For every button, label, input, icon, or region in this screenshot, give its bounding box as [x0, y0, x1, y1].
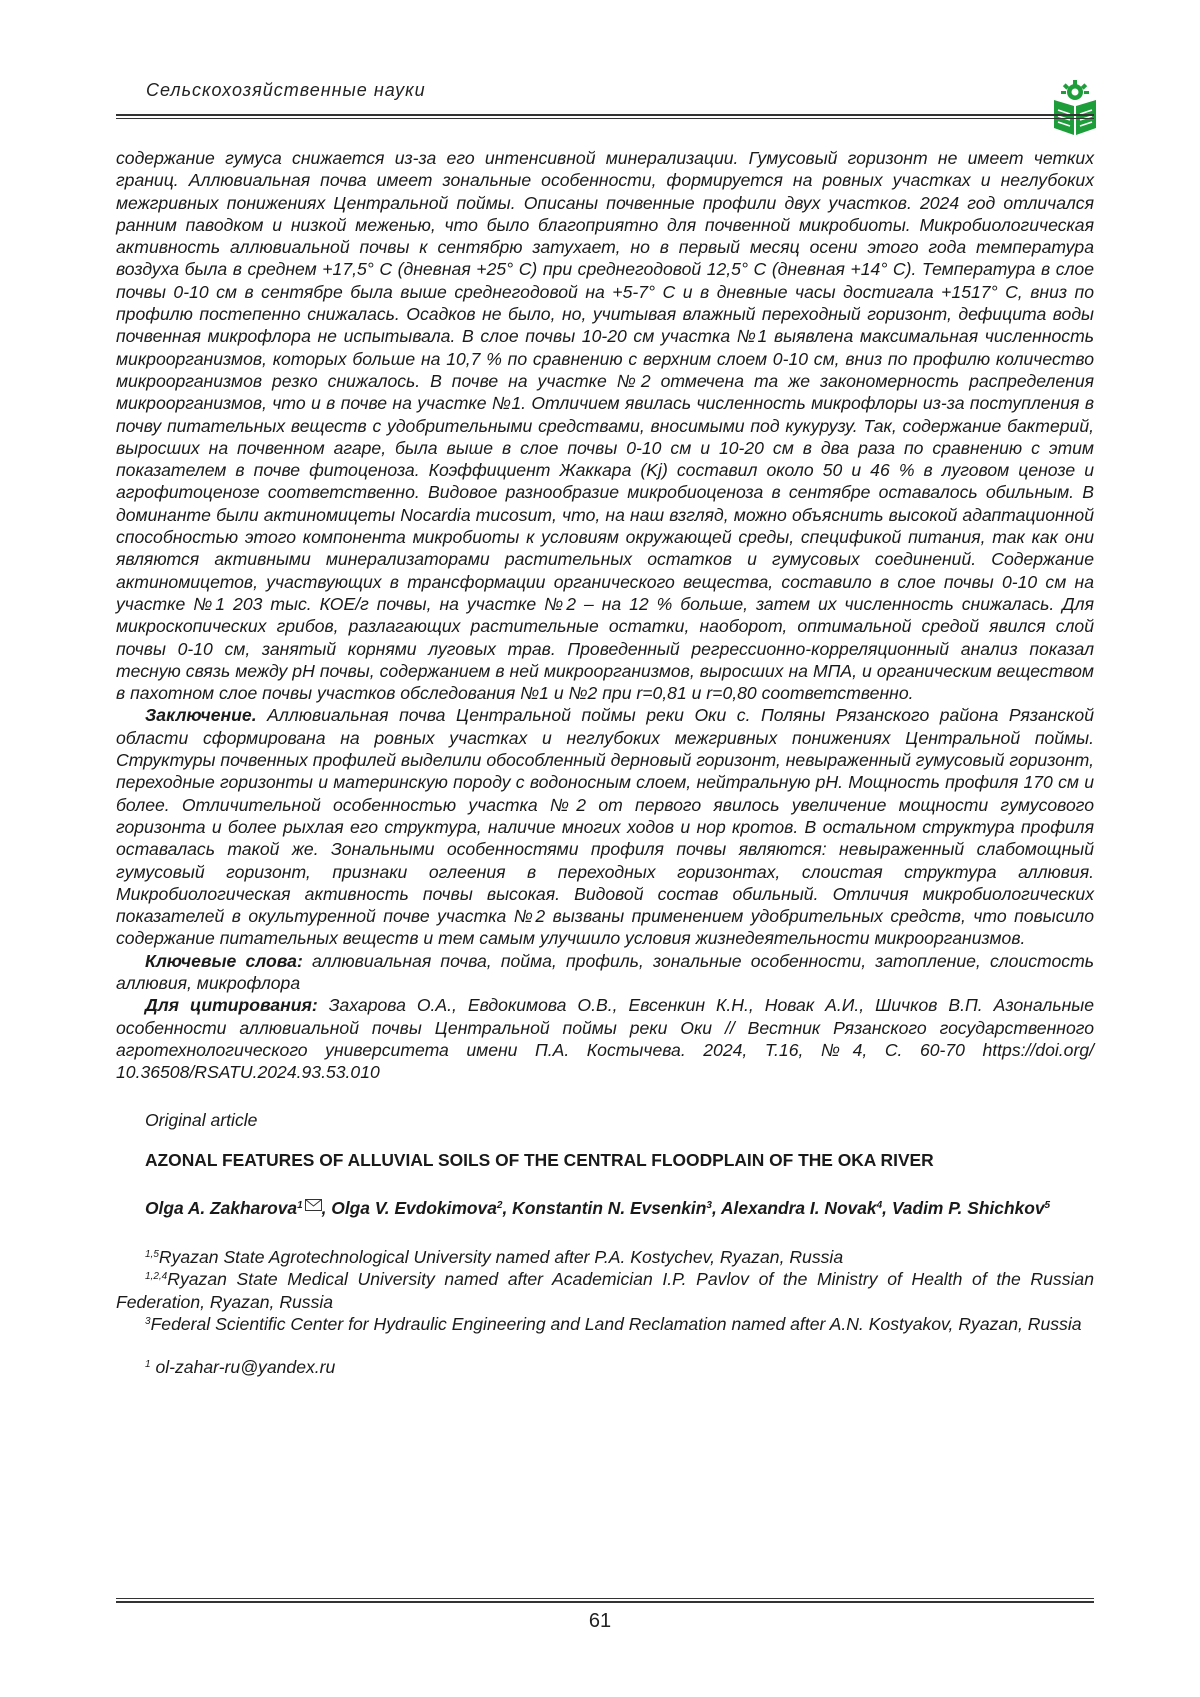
email-sup: 1 [145, 1359, 151, 1371]
affiliation-sup: 3 [145, 1315, 151, 1327]
author-sup: 1 [297, 1200, 303, 1212]
affiliation-text: Federal Scientific Center for Hydraulic Engineering and Land Reclamation named after A.N. Kostyakov, Ryazan, Russia [150, 1313, 1082, 1334]
journal-logo-book-gear-icon [1052, 80, 1098, 136]
mail-icon[interactable] [305, 1199, 322, 1211]
author-list: Olga A. Zakharova$^1$ , Olga V. Evdokimova$^2$, Konstantin N. Evsenkin$^3$, Alexandra I. Novak$^4$, Vadim P. Shichkov$^5$ [145, 1198, 1051, 1219]
affiliation-sup: 1,5 [145, 1248, 159, 1260]
conclusion-paragraph [116, 704, 1094, 949]
affiliation-item [116, 1313, 1094, 1335]
author-name: Vadim P. Shichkov [891, 1198, 1045, 1219]
author-sup: 3 [706, 1200, 712, 1212]
page-number: 61 [588, 1610, 612, 1632]
affiliation-sup: 1,2,4 [145, 1271, 168, 1283]
journal-section-title: Сельскохозяйственные науки [146, 80, 426, 100]
affiliation-list [116, 1246, 1094, 1335]
citation-paragraph [116, 994, 1094, 1083]
author-name: Olga A. Zakharova [145, 1198, 298, 1219]
author-sup: 2 [496, 1200, 503, 1212]
contact-email[interactable]: ol-zahar-ru@yandex.ru [155, 1357, 336, 1378]
affiliation-item [116, 1268, 1094, 1313]
header-rule [116, 114, 1094, 119]
abstract-paragraph: содержание гумуса снижается из-за его интенсивной минерализации. Гумусовый горизонт не имеет четких границ. Аллювиальная почва имеет зональные особенности, формируется на ровных участках и неглубоких межгривных понижениях Центральной поймы. Описаны почвенные профили двух участков. 2024 год отличался ранним паводком и низкой меженью, что было благоприятно для почвенной микробиоты. Микробиологическая активность аллювиальной почвы к сентябрю затухает, но в первый месяц осени этого года температура воздуха была в среднем +17,5° С (дневная +25° С) при среднегодовой 12,5° С (дневная +14° С). Температура в слое почвы 0-10 см в сентябре была выше среднегодовой на +5-7° С и в дневные часы достигала +1517° С, вниз по профилю постепенно снижалась. Осадков не было, но, учитывая влажный переходный горизонт, дефицита воды почвенная микрофлора не испытывала. В слое почвы 10-20 см участка №1 выявлена максимальная численность микроорганизмов, которых больше на 10,7 % по сравнению с верхним слоем 0-10 см, вниз по профилю количество микроорганизмов резко снижалось. В почве на участке №2 отмечена та же закономерность распределения микроорганизмов, что и в почве на участке №1. Отличием явилась численность микрофлоры из-за поступления в почву питательных веществ с удобрительными средствами, вносимыми под кукурузу. Так, содержание бактерий, выросших на почвенном агаре, была выше в слое почвы 0-10 см и 10-20 см в два раза по сравнению с этим показателем в почве фитоценоза. Коэффициент Жаккара (Kj) составил около 50 и 46 % в луговом ценозе и агрофитоценозе соответственно. Видовое разнообразие микробиоценоза в сентябре оставалось обильным. В доминанте были актиномицеты Nocardia mucosum, что, на наш взгляд, можно объяснить высокой адаптационной способностью этого компонента микробиоты к условиям окружающей среды, спецификой питания, так как они являются активными минерализаторами растительных остатков и гумусовых соединений. Содержание актиномицетов, участвующих в трансформации органического вещества, составило в слое почвы 0-10 см на участке №1 203 тыс. КОЕ/г почвы, на участке №2 – на 12 % больше, затем их численность снижалась. Для микроскопических грибов, разлагающих растительные остатки, наоборот, оптимальной средой явился слой почвы 0-10 см, занятый корнями луговых трав. Проведенный регрессионно-корреляционный анализ показал тесную связь между pH почвы, содержанием в ней микроорганизмов, выросших на МПА, и органическим веществом в пахотном слое почвы участков обследования №1 и №2 при r=0,81 и r=0,80 соответственно. [116, 148, 1094, 704]
author-name: Konstantin N. Evsenkin [512, 1198, 707, 1219]
conclusion-text: Аллювиальная почва Центральной поймы реки Оки с. Поляны Рязанского района Рязанской области сформирована на ровных участках и неглубоких межгривных понижениях Центральной поймы. Структуры почвенных профилей выделили обособленный дерновый горизонт, невыраженный гумусовый горизонт, переходные горизонты и материнскую породу с водоносным слоем, нейтральную pH. Мощность профиля 170 см и более. Отличительной особенностью участка №2 от первого явилось увеличение мощности гумусового горизонта и более рыхлая его структура, наличие многих ходов и нор кротов. В остальном структура профиля оставалась такой же. Зональными особенностями профиля почвы являются: невыраженный слабомощный гумусовый горизонт, признаки оглеения в переходных горизонтах, слоистая структура аллювия. Микробиологическая активность почвы высокая. Видовой состав обильный. Отличия микробиологических показателей в окультуренной почве участка №2 вызваны применением удобрительных средств, что повысило содержание питательных веществ и тем самым улучшило условия жизнедеятельности микроорганизмов. [116, 705, 1094, 949]
keywords-paragraph [116, 950, 1094, 995]
affiliation-text: Ryazan State Agrotechnological University named after P.A. Kostychev, Ryazan, Russia [158, 1246, 844, 1267]
footer-rule [116, 1598, 1094, 1603]
affiliation-item [116, 1246, 1094, 1268]
author-name: Olga V. Evdokimova [331, 1198, 497, 1219]
contact-email-line [116, 1357, 1094, 1378]
article-type: Original article [145, 1110, 258, 1131]
author-sup: 5 [1044, 1200, 1051, 1212]
article-content [116, 147, 1094, 1378]
author-name: Alexandra I. Novak [720, 1198, 877, 1219]
citation-label: Для цитирования: [145, 995, 318, 1016]
keywords-text: аллювиальная почва, пойма, профиль, зональные особенности, затопление, слоистость аллювия, микрофлора [116, 950, 1094, 993]
affiliation-text: Ryazan State Medical University named after Academician I.P. Pavlov of the Ministry of Health of the Russian Federation, Ryazan, Russia [116, 1269, 1094, 1312]
keywords-label: Ключевые слова: [145, 950, 303, 971]
citation-text: Захарова О.А., Евдокимова О.В., Евсенкин К.Н., Новак А.И., Шичков В.П. Азональные особенности аллювиальной почвы Центральной поймы реки Оки // Вестник Рязанского государственного агротехнологического университета имени П.А. Костычева. 2024, Т.16, №4, С. 60-70 https://doi.org/ 10.36508/RSATU.2024.93.53.010 [116, 995, 1095, 1083]
author-sup: 4 [876, 1200, 883, 1212]
conclusion-label: Заключение. [145, 705, 257, 726]
article-title-en: AZONAL FEATURES OF ALLUVIAL SOILS OF THE CENTRAL FLOODPLAIN OF THE OKA RIVER [145, 1150, 934, 1171]
